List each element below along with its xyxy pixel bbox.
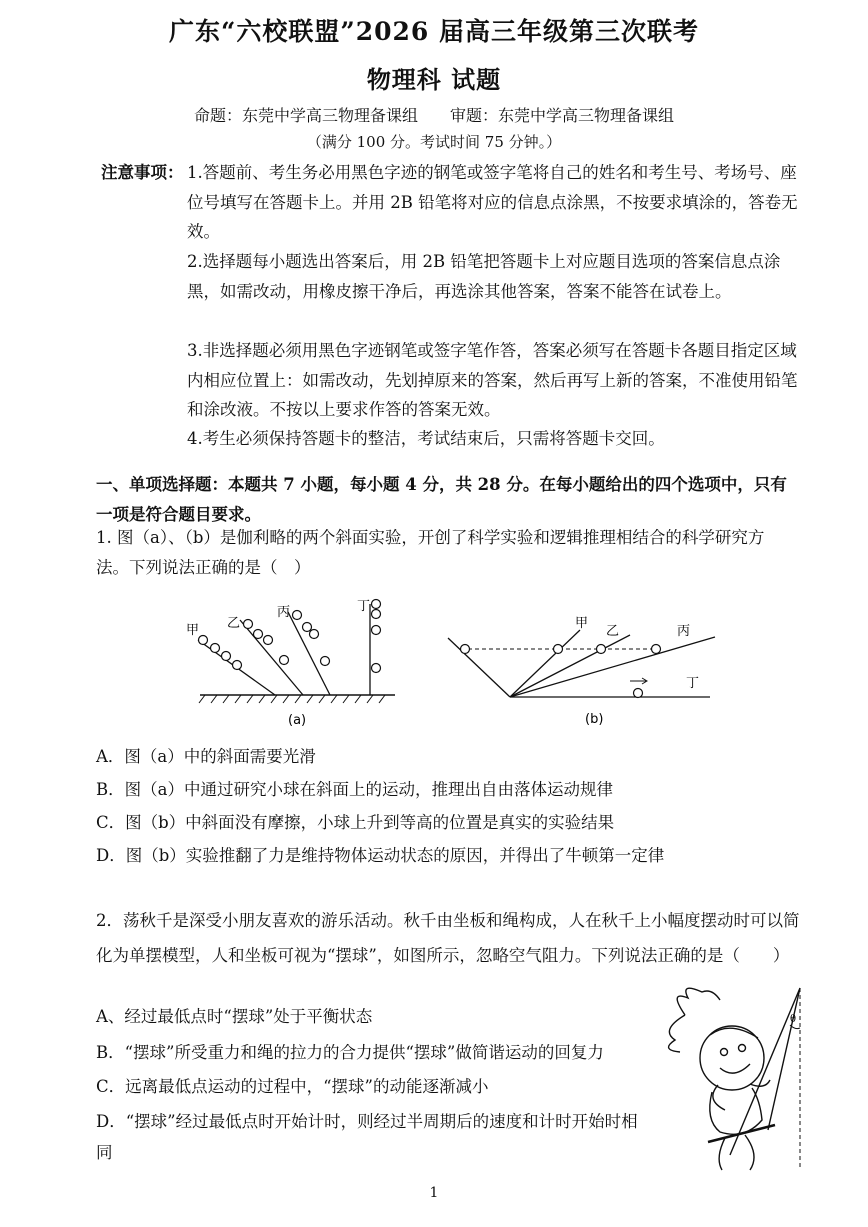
fig-a-label-ding: 丁 xyxy=(357,599,371,614)
fig-a-label-yi: 乙 xyxy=(227,616,241,631)
q1-stem: 1. 图（a）、（b）是伽利略的两个斜面实验，开创了科学实验和逻辑推理相结合的科学研究方法。下列说法正确的是（ ） xyxy=(96,528,765,577)
fig-b-label-ding: 丁 xyxy=(686,676,700,691)
fig-b-label-yi: 乙 xyxy=(606,624,620,639)
fig-b-label-bing: 丙 xyxy=(677,624,691,639)
note-item-3: 3.非选择题必须用黑色字迹钢笔或签字笔作答，答案必须写在答题卡各题目指定区域内相应位置上：如需改动，先划掉原来的答案，然后再写上新的答案，不准使用铅笔和涂改液。不按以上要求作答的答案无效。 xyxy=(187,341,798,419)
q2-stem: 2．荡秋千是深受小朋友喜欢的游乐活动。秋千由坐板和绳构成，人在秋千上小幅度摆动时可以简化为单摆模型，人和坐板可视为“摆球”，如图所示，忽略空气阻力。下列说法正确的是（ ） xyxy=(96,911,800,965)
notes-heading: 注意事项： xyxy=(101,163,184,182)
q2-option-c: C．远离最低点运动的过程中，“摆球”的动能逐渐减小 xyxy=(96,1077,489,1096)
q2-option-b: B．“摆球”所受重力和绳的拉力的合力提供“摆球”做简谐运动的回复力 xyxy=(96,1043,604,1062)
q1-option-b: B．图（a）中通过研究小球在斜面上的运动，推理出自由落体运动规律 xyxy=(96,780,613,799)
note-item-1: 1.答题前、考生务必用黑色字迹的钢笔或签字笔将自己的姓名和考生号、考场号、座位号填写在答题卡上。并用 2B 铅笔将对应的信息点涂黑，不按要求填涂的，答卷无效。 xyxy=(187,163,798,241)
q1-option-d: D．图（b）实验推翻了力是维持物体运动状态的原因，并得出了牛顿第一定律 xyxy=(96,846,665,865)
fig-a-label-jia: 甲 xyxy=(186,623,200,638)
q2-swing-figure xyxy=(650,980,810,1175)
exam-title: 广东“六校联盟”2026 届高三年级第三次联考 xyxy=(168,17,700,46)
q1-option-c: C．图（b）中斜面没有摩擦，小球上升到等高的位置是真实的实验结果 xyxy=(96,813,615,832)
subject-title: 物理科 试题 xyxy=(366,65,502,94)
exam-info: （满分 100 分。考试时间 75 分钟。） xyxy=(306,133,562,151)
fig-a-caption: (a) xyxy=(288,713,307,728)
fig-a-label-bing: 丙 xyxy=(277,605,291,620)
page-number: 1 xyxy=(429,1185,439,1201)
authors-line: 命题：东莞中学高三物理备课组 审题：东莞中学高三物理备课组 xyxy=(193,106,674,125)
note-item-4: 4.考生必须保持答题卡的整洁，考试结束后，只需将答题卡交回。 xyxy=(187,429,665,448)
q2-option-d: D．“摆球”经过最低点时开始计时，则经过半周期后的速度和计时开始时相同 xyxy=(96,1112,638,1162)
q1-figure-b xyxy=(440,605,730,730)
swing-theta-label: θ xyxy=(790,1014,797,1025)
note-item-2: 2.选择题每小题选出答案后，用 2B 铅笔把答题卡上对应题目选项的答案信息点涂黑，如需改动，用橡皮擦干净后，再选涂其他答案，答案不能答在试卷上。 xyxy=(187,252,781,301)
q1-option-a: A．图（a）中的斜面需要光滑 xyxy=(96,747,316,766)
q1-figure-a xyxy=(180,590,410,730)
fig-b-caption: (b) xyxy=(585,712,604,727)
q2-option-a: A、经过最低点时“摆球”处于平衡状态 xyxy=(96,1007,373,1026)
section1-heading: 一、单项选择题：本题共 7 小题，每小题 4 分，共 28 分。在每小题给出的四个选项中，只有一项是符合题目要求。 xyxy=(96,475,787,524)
fig-b-label-jia: 甲 xyxy=(575,616,589,631)
